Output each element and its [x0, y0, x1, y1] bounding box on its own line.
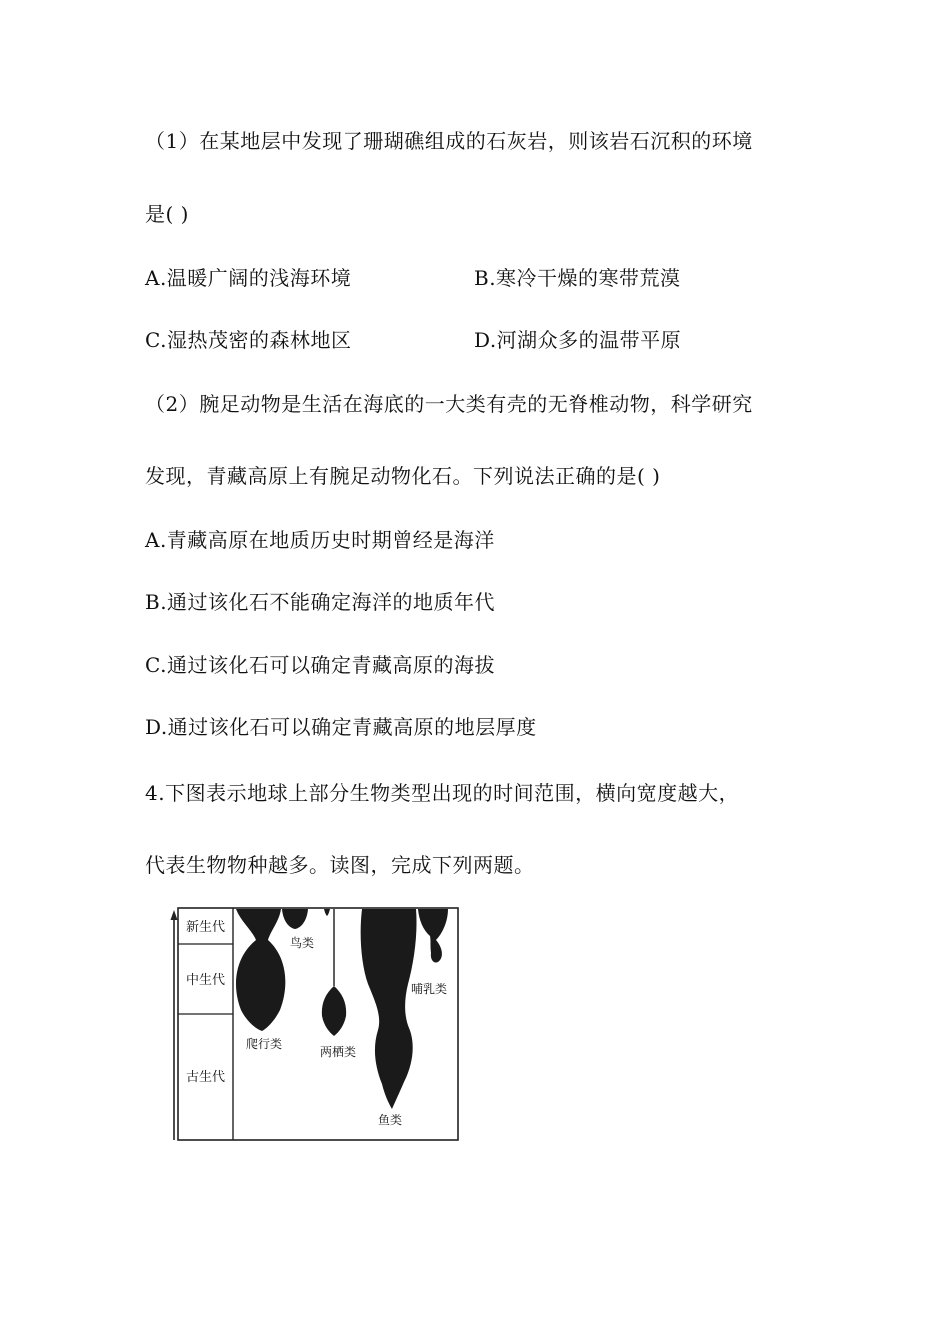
q2-option-c: C.通过该化石可以确定青藏高原的海拔	[145, 653, 495, 677]
era-label-cenozoic: 新生代	[185, 920, 226, 935]
label-mammals: 哺乳类	[410, 982, 448, 996]
evolution-diagram	[168, 904, 462, 1144]
fish-shape	[361, 909, 417, 1109]
label-reptiles: 爬行类	[245, 1037, 283, 1051]
label-amphibians: 两栖类	[319, 1045, 357, 1059]
label-fish: 鱼类	[377, 1113, 403, 1127]
birds-stroke	[324, 909, 330, 916]
era-label-paleozoic: 古生代	[185, 1070, 226, 1085]
q1-option-d: D.河湖众多的温带平原	[474, 328, 682, 352]
q1-stem-line2: 是( )	[145, 202, 189, 226]
q1-option-a: A.温暖广阔的浅海环境	[145, 266, 352, 290]
label-birds: 鸟类	[289, 936, 315, 950]
q2-stem-line1: （2）腕足动物是生活在海底的一大类有壳的无脊椎动物，科学研究	[145, 392, 753, 416]
q1-option-c: C.湿热茂密的森林地区	[145, 328, 352, 352]
mammals-shape	[418, 909, 448, 963]
diagram-frame	[178, 908, 458, 1140]
q2-stem-line2: 发现，青藏高原上有腕足动物化石。下列说法正确的是( )	[145, 464, 661, 488]
reptiles-shape	[236, 909, 285, 1031]
evolution-figure	[168, 904, 462, 1144]
time-axis-arrowhead	[171, 910, 178, 920]
amphibians-shape	[322, 986, 346, 1036]
q2-option-b: B.通过该化石不能确定海洋的地质年代	[145, 590, 496, 614]
q4-stem-line1: 4.下图表示地球上部分生物类型出现的时间范围，横向宽度越大，	[145, 781, 740, 805]
q1-option-b: B.寒冷干燥的寒带荒漠	[474, 266, 681, 290]
birds-shape	[282, 909, 308, 929]
q1-stem-line1: （1）在某地层中发现了珊瑚礁组成的石灰岩，则该岩石沉积的环境	[145, 129, 753, 153]
q4-stem-line2: 代表生物物种越多。读图，完成下列两题。	[145, 853, 535, 877]
era-label-mesozoic: 中生代	[185, 973, 226, 988]
q2-option-d: D.通过该化石可以确定青藏高原的地层厚度	[145, 715, 537, 739]
q2-option-a: A.青藏高原在地质历史时期曾经是海洋	[145, 528, 495, 552]
